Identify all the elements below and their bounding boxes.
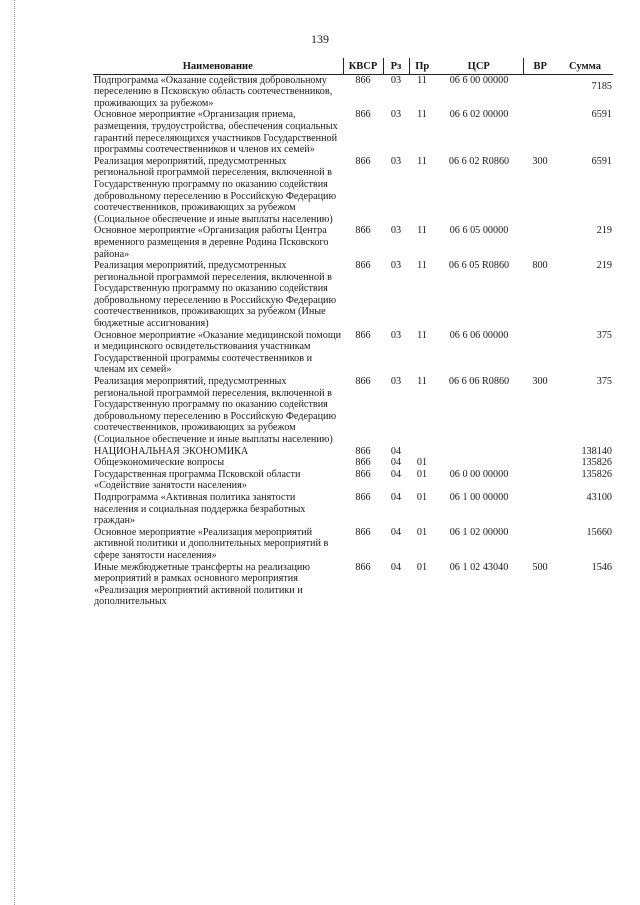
row-csr: 06 6 00 00000 xyxy=(449,74,509,86)
row-name: Подпрограмма «Оказание содействия добровольному переселению в Псковскую область соотечественников, проживающих за рубежом» xyxy=(94,74,333,109)
row-kvsr: 866 xyxy=(355,491,371,503)
row-vr: 800 xyxy=(532,260,548,272)
row-csr: 06 6 02 00000 xyxy=(449,109,509,121)
row-rz: 03 xyxy=(390,155,402,167)
row-csr: 06 6 05 R0860 xyxy=(448,260,510,272)
table-row xyxy=(93,457,613,469)
row-name: НАЦИОНАЛЬНАЯ ЭКОНОМИКА xyxy=(94,445,249,457)
row-name: Реализация мероприятий, предусмотренных региональной программой переселения, включенной в Государственную программу по оказанию содействия добровольному переселению в Российскую Федерацию соотечественников, проживающих за рубежом (Иные бюджетные ассигнования) xyxy=(94,260,337,330)
row-rz: 04 xyxy=(390,491,402,503)
row-csr xyxy=(435,457,523,469)
table-row xyxy=(93,260,613,330)
row-rz: 03 xyxy=(390,74,402,86)
table-row xyxy=(93,469,613,492)
row-vr: 500 xyxy=(532,561,548,573)
row-vr xyxy=(523,446,557,458)
row-vr xyxy=(523,74,557,109)
header-name: Наименование xyxy=(93,58,343,74)
row-sum: 375 xyxy=(596,329,612,341)
header-vr: ВР xyxy=(523,58,557,74)
row-name: Основное мероприятие «Оказание медицинской помощи и медицинского освидетельствования участникам Государственной программы соотечественников и членам их семей» xyxy=(94,329,342,376)
row-pr: 11 xyxy=(417,109,427,121)
row-name: Общеэкономические вопросы xyxy=(94,457,225,469)
row-sum: 7185 xyxy=(591,80,612,92)
row-csr: 06 0 00 00000 xyxy=(449,468,509,480)
row-kvsr: 866 xyxy=(355,260,371,272)
row-pr: 11 xyxy=(417,74,427,86)
row-pr: 11 xyxy=(417,155,427,167)
row-kvsr: 866 xyxy=(355,329,371,341)
row-rz: 04 xyxy=(390,468,402,480)
row-vr xyxy=(523,330,557,376)
table-row xyxy=(93,74,613,109)
row-pr: 11 xyxy=(417,329,427,341)
row-csr: 06 1 02 00000 xyxy=(449,526,509,538)
row-csr: 06 6 06 R0860 xyxy=(448,376,510,388)
row-vr xyxy=(523,492,557,527)
row-rz: 04 xyxy=(390,445,402,457)
row-csr: 06 1 02 43040 xyxy=(449,561,509,573)
row-kvsr: 866 xyxy=(355,468,371,480)
row-kvsr: 866 xyxy=(355,561,371,573)
row-rz: 03 xyxy=(390,260,402,272)
table-header-row xyxy=(93,58,613,74)
row-rz: 03 xyxy=(390,225,402,237)
row-sum: 135826 xyxy=(581,468,612,480)
row-pr xyxy=(409,446,435,458)
row-name: Реализация мероприятий, предусмотренных региональной программой переселения, включенной в Государственную программу по оказанию содействия добровольному переселению в Российскую Федерацию соотечественников, проживающих за рубежом (Социальное обеспечение и иные выплаты населению) xyxy=(94,155,337,225)
row-vr xyxy=(523,469,557,492)
row-sum: 1546 xyxy=(591,561,612,573)
header-csr: ЦСР xyxy=(435,58,523,74)
row-vr xyxy=(523,225,557,260)
row-vr xyxy=(523,457,557,469)
table-row xyxy=(93,562,613,608)
row-rz: 03 xyxy=(390,329,402,341)
row-pr: 01 xyxy=(416,468,428,480)
row-pr: 01 xyxy=(416,526,428,538)
table-row xyxy=(93,156,613,226)
row-rz: 03 xyxy=(390,376,402,388)
row-vr: 300 xyxy=(532,376,548,388)
row-rz: 04 xyxy=(390,561,402,573)
header-kvsr: КВСР xyxy=(343,58,383,74)
header-pr: Пр xyxy=(409,58,435,74)
table-row xyxy=(93,225,613,260)
row-kvsr: 866 xyxy=(355,109,371,121)
row-name: Реализация мероприятий, предусмотренных региональной программой переселения, включенной в Государственную программу по оказанию содействия добровольному переселению в Российскую Федерацию соотечественников, проживающих за рубежом (Социальное обеспечение и иные выплаты населению) xyxy=(94,376,337,445)
row-name: Основное мероприятие «Организация работы Центра временного размещения в деревне Родина Псковского района» xyxy=(94,225,329,260)
row-vr xyxy=(523,109,557,155)
table-row xyxy=(93,446,613,458)
row-sum: 135826 xyxy=(581,457,612,469)
row-name: Иные межбюджетные трансферты на реализацию мероприятий в рамках основного мероприятия «Реализация мероприятий активной политики и дополнительных xyxy=(94,561,310,608)
row-vr: 300 xyxy=(532,155,548,167)
table-row xyxy=(93,330,613,376)
row-sum: 6591 xyxy=(591,155,612,167)
row-kvsr: 866 xyxy=(355,445,371,457)
row-csr: 06 1 00 00000 xyxy=(449,491,509,503)
row-sum: 15660 xyxy=(586,526,612,538)
row-sum: 43100 xyxy=(586,491,612,503)
table-row xyxy=(93,527,613,562)
row-pr: 01 xyxy=(416,457,428,469)
row-sum: 138140 xyxy=(581,445,612,457)
row-vr xyxy=(523,527,557,562)
row-csr: 06 6 02 R0860 xyxy=(448,155,510,167)
row-kvsr: 866 xyxy=(355,526,371,538)
table-row xyxy=(93,376,613,446)
row-kvsr: 866 xyxy=(355,74,371,86)
row-csr xyxy=(435,446,523,458)
header-rz: Рз xyxy=(383,58,409,74)
row-rz: 03 xyxy=(390,109,402,121)
row-pr: 01 xyxy=(416,561,428,573)
row-kvsr: 866 xyxy=(355,376,371,388)
row-csr: 06 6 05 00000 xyxy=(449,225,509,237)
row-sum: 219 xyxy=(596,225,612,237)
row-name: Основное мероприятие «Организация приема, размещения, трудоустройства, обеспечения социальных гарантий переселяющихся участников Государственной программы соотечественников и членов их семей» xyxy=(94,109,338,156)
row-kvsr: 866 xyxy=(355,457,371,469)
row-sum: 6591 xyxy=(591,109,612,121)
row-name: Государственная программа Псковской области «Содействие занятости населения» xyxy=(94,468,301,492)
row-name: Подпрограмма «Активная политика занятости населения и социальная поддержка безработных граждан» xyxy=(94,491,306,527)
left-margin-line xyxy=(14,0,15,905)
table-row xyxy=(93,492,613,527)
row-kvsr: 866 xyxy=(355,155,371,167)
header-sum: Сумма xyxy=(557,58,613,74)
row-kvsr: 866 xyxy=(355,225,371,237)
row-pr: 11 xyxy=(417,225,427,237)
row-pr: 11 xyxy=(417,260,427,272)
row-rz: 04 xyxy=(390,457,402,469)
budget-table xyxy=(93,58,613,608)
row-rz: 04 xyxy=(390,526,402,538)
row-pr: 01 xyxy=(416,491,428,503)
row-sum: 375 xyxy=(596,376,612,388)
row-name: Основное мероприятие «Реализация мероприятий активной политики и дополнительных мероприятий в сфере занятости населения» xyxy=(94,526,329,561)
table-row xyxy=(93,109,613,155)
row-csr: 06 6 06 00000 xyxy=(449,329,509,341)
page-number: 139 xyxy=(311,32,329,46)
row-pr: 11 xyxy=(417,376,427,388)
row-sum: 219 xyxy=(596,260,612,272)
